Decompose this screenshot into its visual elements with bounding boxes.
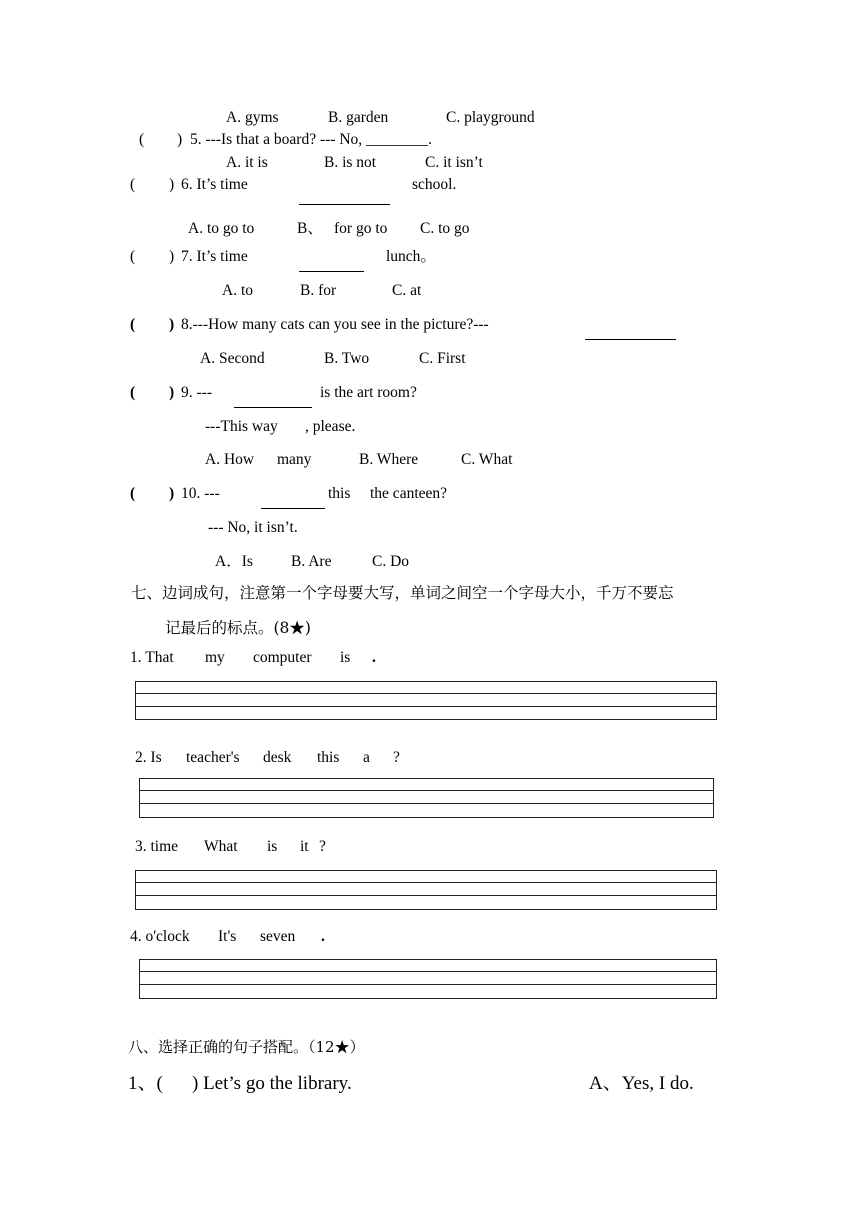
q9-response-end: , please. — [305, 418, 356, 435]
writing-line — [136, 882, 716, 883]
q10-answer-paren-open: ( — [130, 485, 136, 502]
q10-question-mid: this — [328, 485, 351, 502]
s7-item3-num: 3. time — [135, 838, 179, 855]
q10-blank[interactable] — [261, 508, 325, 509]
s7-item2-punct: ? — [393, 749, 400, 766]
s7-item4-writing-lines[interactable] — [139, 959, 717, 999]
q10-question: 10. --- — [181, 485, 220, 502]
s7-item3-writing-lines[interactable] — [135, 870, 717, 910]
s7-item1-num: 1. That — [130, 649, 174, 666]
q8-option-a: A. Second — [200, 350, 265, 367]
s7-item2-word: teacher's — [186, 749, 240, 766]
q10-option-a: A．Is — [215, 553, 253, 570]
s7-item2-num: 2. Is — [135, 749, 162, 766]
s7-item1-writing-lines[interactable] — [135, 681, 717, 720]
q7-blank[interactable] — [299, 271, 364, 272]
q9-option-a-text: many — [277, 451, 312, 468]
s7-item3-punct: ? — [319, 838, 326, 855]
q9-question: 9. --- — [181, 384, 212, 401]
q9-question-end: is the art room? — [320, 384, 417, 401]
s7-item4-punct: . — [321, 928, 325, 945]
q6-question: 6. It’s time — [181, 176, 248, 193]
writing-line — [136, 706, 716, 707]
q8-answer-paren-open: ( — [130, 316, 136, 333]
s7-item1-punct: . — [372, 649, 376, 666]
s8-q1-text: ) Let’s go the library. — [192, 1073, 352, 1094]
s7-item2-word: desk — [263, 749, 292, 766]
q8-question: 8.---How many cats can you see in the picture?--- — [181, 316, 489, 333]
s7-item2-word: a — [363, 749, 370, 766]
s7-item1-word: computer — [253, 649, 312, 666]
q10-response: --- No, it isn’t. — [208, 519, 298, 536]
q6-question-end: school. — [412, 176, 457, 193]
q6-option-c: C. to go — [420, 220, 470, 237]
section7-heading: 七、边词成句，注意第一个字母要大写，单词之间空一个字母大小，千万不要忘 — [131, 584, 674, 602]
s7-item3-word: What — [204, 838, 238, 855]
q4-option-c: C. playground — [446, 109, 535, 126]
s7-item4-num: 4. o'clock — [130, 928, 190, 945]
q10-option-c: C. Do — [372, 553, 410, 570]
q5-answer-paren-open: ( — [139, 131, 145, 148]
s7-item3-word: it — [300, 838, 309, 855]
q6-blank[interactable] — [299, 204, 390, 205]
writing-line — [140, 790, 713, 791]
q9-answer-paren-open: ( — [130, 384, 136, 401]
q8-option-c: C. First — [419, 350, 466, 367]
q6-option-a: A. to go to — [188, 220, 255, 237]
q7-option-c: C. at — [392, 282, 422, 299]
q6-answer-paren-open: ( — [130, 176, 136, 193]
s8-q1-number: 1、( — [128, 1073, 163, 1094]
q10-answer-paren-close: ) — [169, 485, 175, 502]
q9-response: ---This way — [205, 418, 278, 435]
q7-option-b: B. for — [300, 282, 337, 299]
writing-line — [136, 895, 716, 896]
q5-question: 5. ---Is that a board? --- No, ________. — [190, 131, 432, 148]
section7-heading-cont: 记最后的标点。(8★) — [165, 619, 311, 637]
q9-answer-paren-close: ) — [169, 384, 175, 401]
s7-item3-word: is — [267, 838, 278, 855]
q7-answer-paren-close: ) — [169, 248, 175, 265]
q6-answer-paren-close: ) — [169, 176, 175, 193]
q5-option-b: B. is not — [324, 154, 377, 171]
s7-item2-word: this — [317, 749, 340, 766]
s7-item1-word: is — [340, 649, 351, 666]
writing-line — [136, 693, 716, 694]
section8-heading: 八、选择正确的句子搭配。（12★） — [128, 1038, 365, 1056]
writing-line — [140, 803, 713, 804]
q7-question: 7. It’s time — [181, 248, 248, 265]
q7-option-a: A. to — [222, 282, 253, 299]
q8-answer-paren-close: ) — [169, 316, 175, 333]
s7-item2-writing-lines[interactable] — [139, 778, 714, 818]
q9-option-c: C. What — [461, 451, 513, 468]
q5-option-a: A. it is — [226, 154, 268, 171]
writing-line — [140, 984, 716, 985]
q5-option-c: C. it isn’t — [425, 154, 483, 171]
q7-answer-paren-open: ( — [130, 248, 136, 265]
writing-line — [140, 971, 716, 972]
s7-item4-word: seven — [260, 928, 296, 945]
q10-question-end: the canteen? — [370, 485, 448, 502]
q9-option-a: A. How — [205, 451, 255, 468]
q9-blank[interactable] — [234, 407, 312, 408]
s7-item4-word: It's — [218, 928, 237, 945]
q4-option-a: A. gyms — [226, 109, 279, 126]
q8-blank[interactable] — [585, 339, 676, 340]
q6-option-b: B、 — [297, 220, 323, 237]
q8-option-b: B. Two — [324, 350, 370, 367]
q4-option-b: B. garden — [328, 109, 389, 126]
q6-option-b-text: for go to — [334, 220, 388, 237]
q10-option-b: B. Are — [291, 553, 332, 570]
s8-answer-a: A、Yes, I do. — [589, 1073, 694, 1094]
s7-item1-word: my — [205, 649, 225, 666]
q9-option-b: B. Where — [359, 451, 419, 468]
q5-answer-paren-close: ) — [177, 131, 183, 148]
q7-question-end: lunch。 — [386, 248, 436, 265]
